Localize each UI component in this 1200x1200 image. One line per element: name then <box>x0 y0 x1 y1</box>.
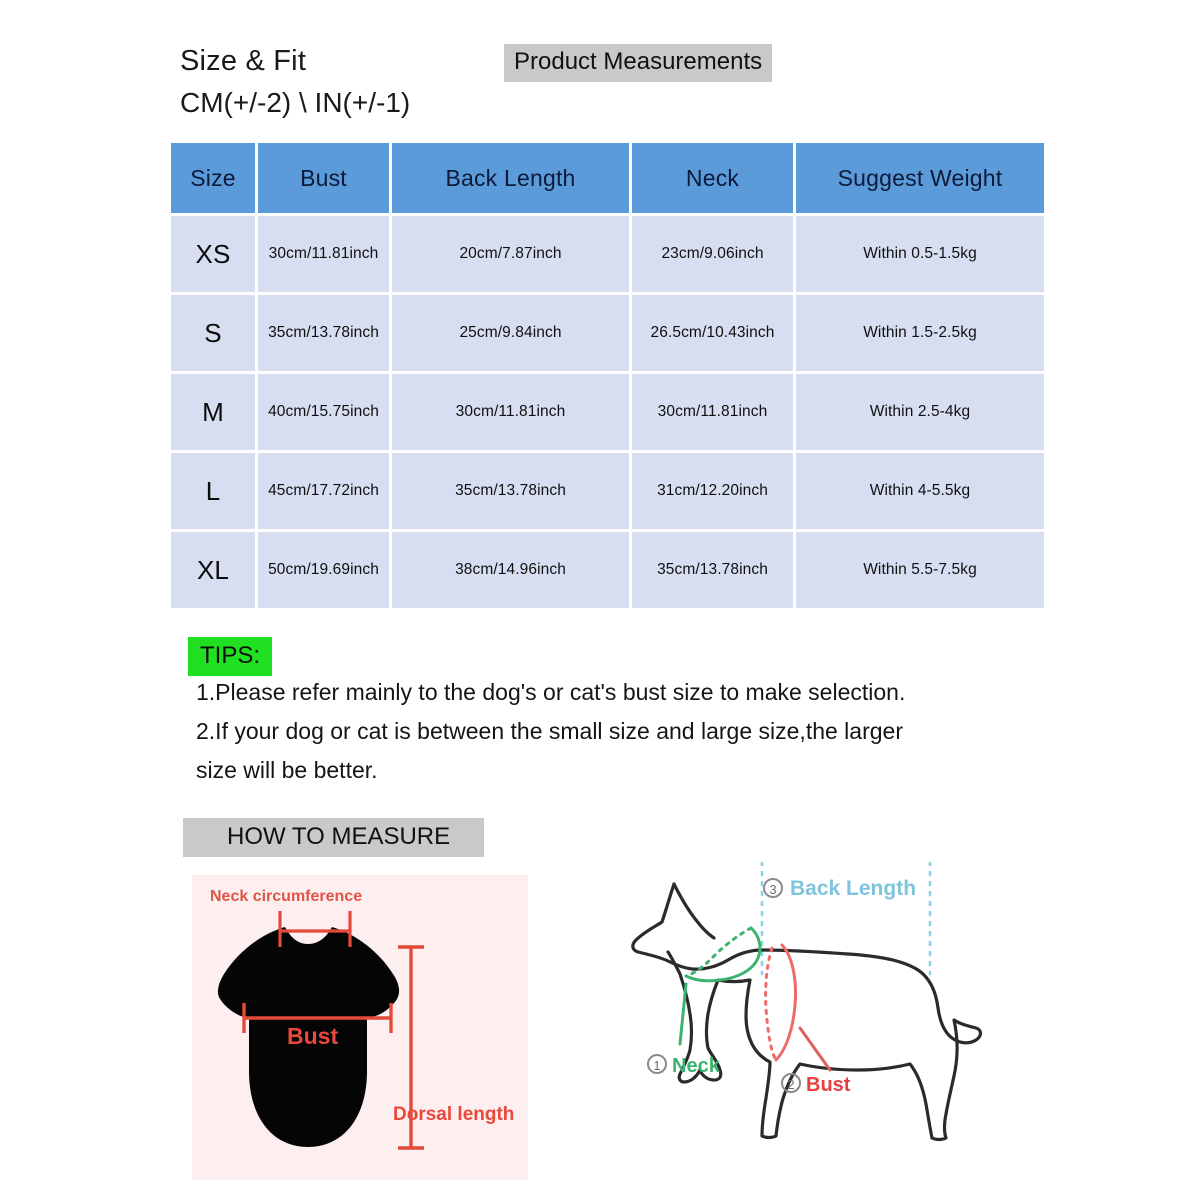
column-header-bust: Bust <box>258 143 389 213</box>
cell-suggest-weight: Within 1.5-2.5kg <box>796 295 1044 371</box>
dog-ear-muzzle-detail <box>674 884 714 938</box>
cell-bust: 30cm/11.81inch <box>258 216 389 292</box>
column-header-neck: Neck <box>632 143 793 213</box>
cell-suggest-weight: Within 5.5-7.5kg <box>796 532 1044 608</box>
cell-neck: 26.5cm/10.43inch <box>632 295 793 371</box>
neck-label-group <box>648 1055 721 1077</box>
cell-neck: 31cm/12.20inch <box>632 453 793 529</box>
table-row <box>171 453 1044 529</box>
column-header-back-length: Back Length <box>392 143 629 213</box>
cell-size: L <box>171 453 255 529</box>
table-row <box>171 374 1044 450</box>
tips-text <box>196 673 1026 790</box>
cell-back-length: 25cm/9.84inch <box>392 295 629 371</box>
cell-suggest-weight: Within 2.5-4kg <box>796 374 1044 450</box>
bust-label-group <box>782 1074 851 1096</box>
dog-outline <box>633 884 981 1140</box>
table-row <box>171 295 1044 371</box>
cell-suggest-weight: Within 4-5.5kg <box>796 453 1044 529</box>
tips-line-2: 2.If your dog or cat is between the small size and large size,the larger <box>196 718 903 744</box>
cell-back-length: 30cm/11.81inch <box>392 374 629 450</box>
dog-measurement-diagram <box>610 862 1030 1182</box>
size-chart-table <box>168 140 1047 611</box>
cell-back-length: 35cm/13.78inch <box>392 453 629 529</box>
bust-measure-band <box>776 945 796 1060</box>
table-row <box>171 532 1044 608</box>
cell-bust: 50cm/19.69inch <box>258 532 389 608</box>
table-row <box>171 216 1044 292</box>
product-measurements-badge: Product Measurements <box>504 44 772 82</box>
cell-back-length: 38cm/14.96inch <box>392 532 629 608</box>
tips-line-3: size will be better. <box>196 757 378 783</box>
garment-bust-label: Bust <box>287 1023 339 1049</box>
garment-neck-label: Neck circumference <box>210 888 363 905</box>
cell-size: XS <box>171 216 255 292</box>
cell-bust: 45cm/17.72inch <box>258 453 389 529</box>
table-header-row <box>171 143 1044 213</box>
neck-measure-band <box>686 928 760 981</box>
neck-leader-line <box>680 984 686 1044</box>
column-header-suggest-weight: Suggest Weight <box>796 143 1044 213</box>
bust-measure-band-hidden <box>766 948 776 1060</box>
cell-back-length: 20cm/7.87inch <box>392 216 629 292</box>
cell-suggest-weight: Within 0.5-1.5kg <box>796 216 1044 292</box>
tips-line-1: 1.Please refer mainly to the dog's or cat's bust size to make selection. <box>196 679 906 705</box>
neck-label: Neck <box>672 1055 720 1077</box>
cell-bust: 35cm/13.78inch <box>258 295 389 371</box>
cell-size: M <box>171 374 255 450</box>
cell-size: XL <box>171 532 255 608</box>
back-length-number: 3 <box>769 882 777 897</box>
garment-measurement-diagram <box>192 875 528 1180</box>
cell-neck: 35cm/13.78inch <box>632 532 793 608</box>
cell-size: S <box>171 295 255 371</box>
bust-label: Bust <box>806 1074 851 1096</box>
neck-number: 1 <box>653 1058 661 1073</box>
cell-neck: 30cm/11.81inch <box>632 374 793 450</box>
bust-number: 2 <box>787 1077 795 1092</box>
cell-neck: 23cm/9.06inch <box>632 216 793 292</box>
garment-dorsal-length-label: Dorsal length <box>393 1104 515 1125</box>
tips-badge: TIPS: <box>188 637 272 676</box>
unit-tolerance-note: CM(+/-2) \ IN(+/-1) <box>180 87 411 118</box>
page-title: Size & Fit <box>180 45 307 77</box>
back-length-label: Back Length <box>790 877 917 900</box>
back-length-label-group <box>764 877 916 900</box>
how-to-measure-badge: HOW TO MEASURE <box>183 818 484 857</box>
cell-bust: 40cm/15.75inch <box>258 374 389 450</box>
column-header-size: Size <box>171 143 255 213</box>
